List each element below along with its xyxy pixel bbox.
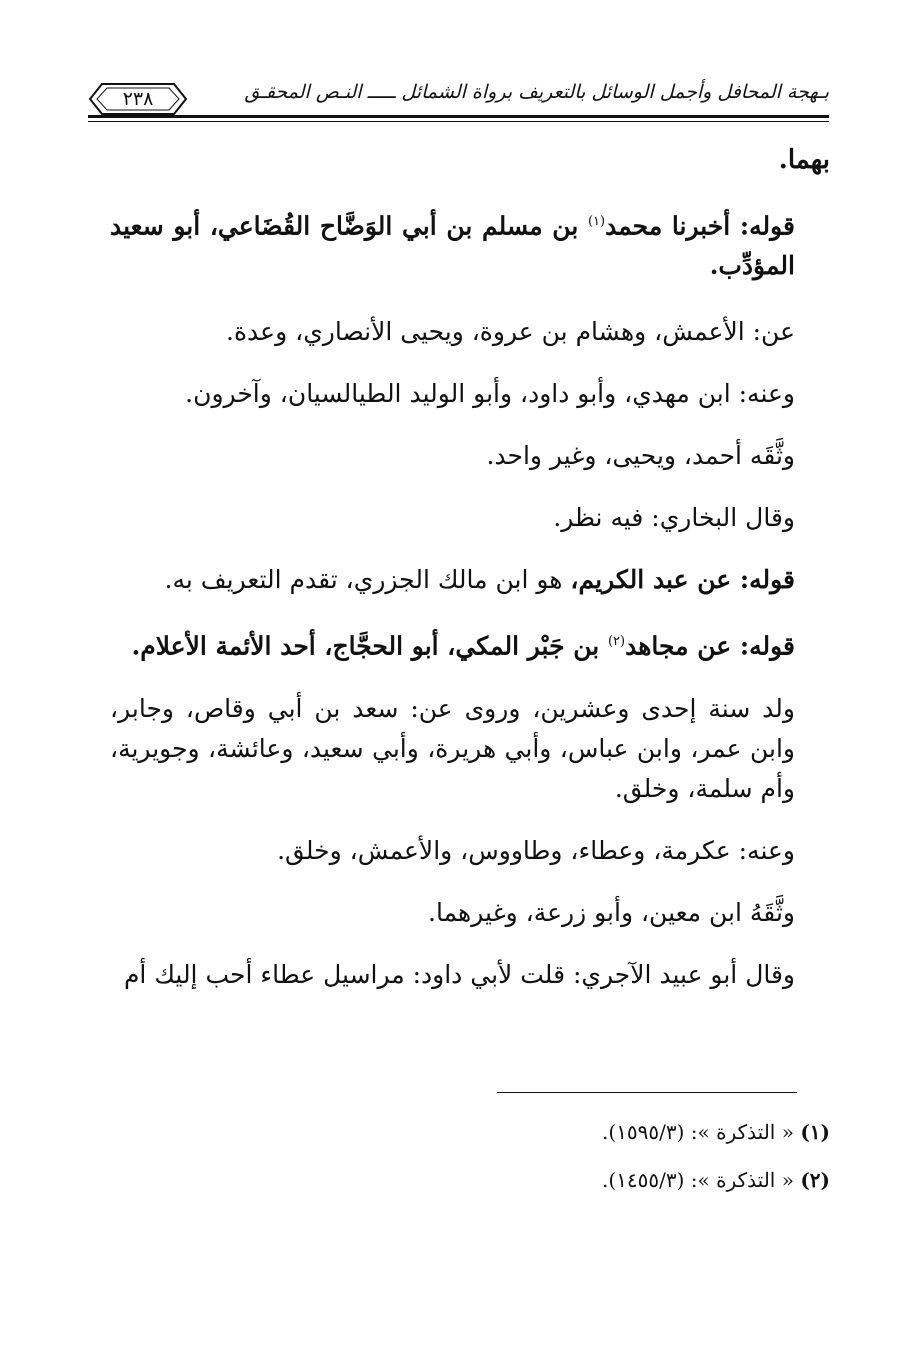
footnote-2 bbox=[400, 1156, 830, 1204]
paragraph-4: وعنه: ابن مهدي، وأبو داود، وأبو الوليد الطيالسيان، وآخرون. bbox=[185, 379, 795, 409]
page-number: ٢٣٨ bbox=[122, 88, 154, 110]
running-title: بـهجة المحافل وأجمل الوسائل بالتعريف برواة الشمائل ـــــ النـص المحقـق bbox=[244, 81, 829, 103]
paragraph-2-lead: قوله: أخبرنا محمد bbox=[605, 211, 795, 241]
header-rule-thin bbox=[88, 121, 829, 122]
paragraph-7-lead: قوله: عن عبد الكريم، bbox=[570, 565, 795, 595]
paragraph-8 bbox=[110, 622, 830, 666]
header-rule-thick bbox=[88, 115, 829, 118]
paragraph-10: وعنه: عكرمة، وعطاء، وطاووس، والأعمش، وخلق. bbox=[277, 835, 795, 865]
footnote-separator bbox=[497, 1092, 797, 1093]
footnote-2-text: « التذكرة »: (١٤٥٥/٣). bbox=[602, 1168, 794, 1192]
footnotes bbox=[400, 1108, 830, 1204]
page-number-frame bbox=[88, 82, 188, 116]
paragraph-5: وثَّقَه أحمد، ويحيى، وغير واحد. bbox=[486, 441, 795, 471]
paragraph-7-rest: هو ابن مالك الجزري، تقدم التعريف به. bbox=[164, 565, 571, 595]
footnote-ref-2: (٢) bbox=[607, 634, 626, 650]
paragraph-8-lead: قوله: عن مجاهد bbox=[625, 631, 795, 661]
footnote-2-number: (٢) bbox=[800, 1168, 830, 1192]
paragraph-3: عن: الأعمش، وهشام بن عروة، ويحيى الأنصاري، وعدة. bbox=[226, 317, 795, 347]
paragraph-2 bbox=[110, 202, 830, 286]
footnote-ref-1: (١) bbox=[587, 214, 606, 229]
footnote-1-text: « التذكرة »: (١٥٩٥/٣). bbox=[602, 1120, 794, 1144]
main-text bbox=[110, 140, 830, 995]
paragraph-11: وثَّقَهُ ابن معين، وأبو زرعة، وغيرهما. bbox=[428, 897, 795, 927]
paragraph-7 bbox=[110, 560, 830, 600]
footnote-1-number: (١) bbox=[800, 1120, 830, 1144]
paragraph-2-rest: بن مسلم بن أبي الوَضَّاح القُضَاعي، أبو سعيد المؤدِّب. bbox=[110, 211, 795, 281]
paragraph-6: وقال البخاري: فيه نظر. bbox=[553, 503, 795, 533]
footnote-1 bbox=[400, 1108, 830, 1156]
paragraph-9: ولد سنة إحدى وعشرين، وروى عن: سعد بن أبي وقاص، وجابر، وابن عمر، وابن عباس، وأبي هريرة، وأبي سعيد، وعائشة، وجويرية، وأم سلمة، وخلق. bbox=[110, 693, 795, 803]
paragraph-1: بهما. bbox=[778, 145, 830, 175]
paragraph-12: وقال أبو عبيد الآجري: قلت لأبي داود: مراسيل عطاء أحب إليك أم bbox=[123, 959, 795, 989]
paragraph-8-rest: بن جَبْر المكي، أبو الحجَّاج، أحد الأئمة الأعلام. bbox=[131, 631, 608, 661]
